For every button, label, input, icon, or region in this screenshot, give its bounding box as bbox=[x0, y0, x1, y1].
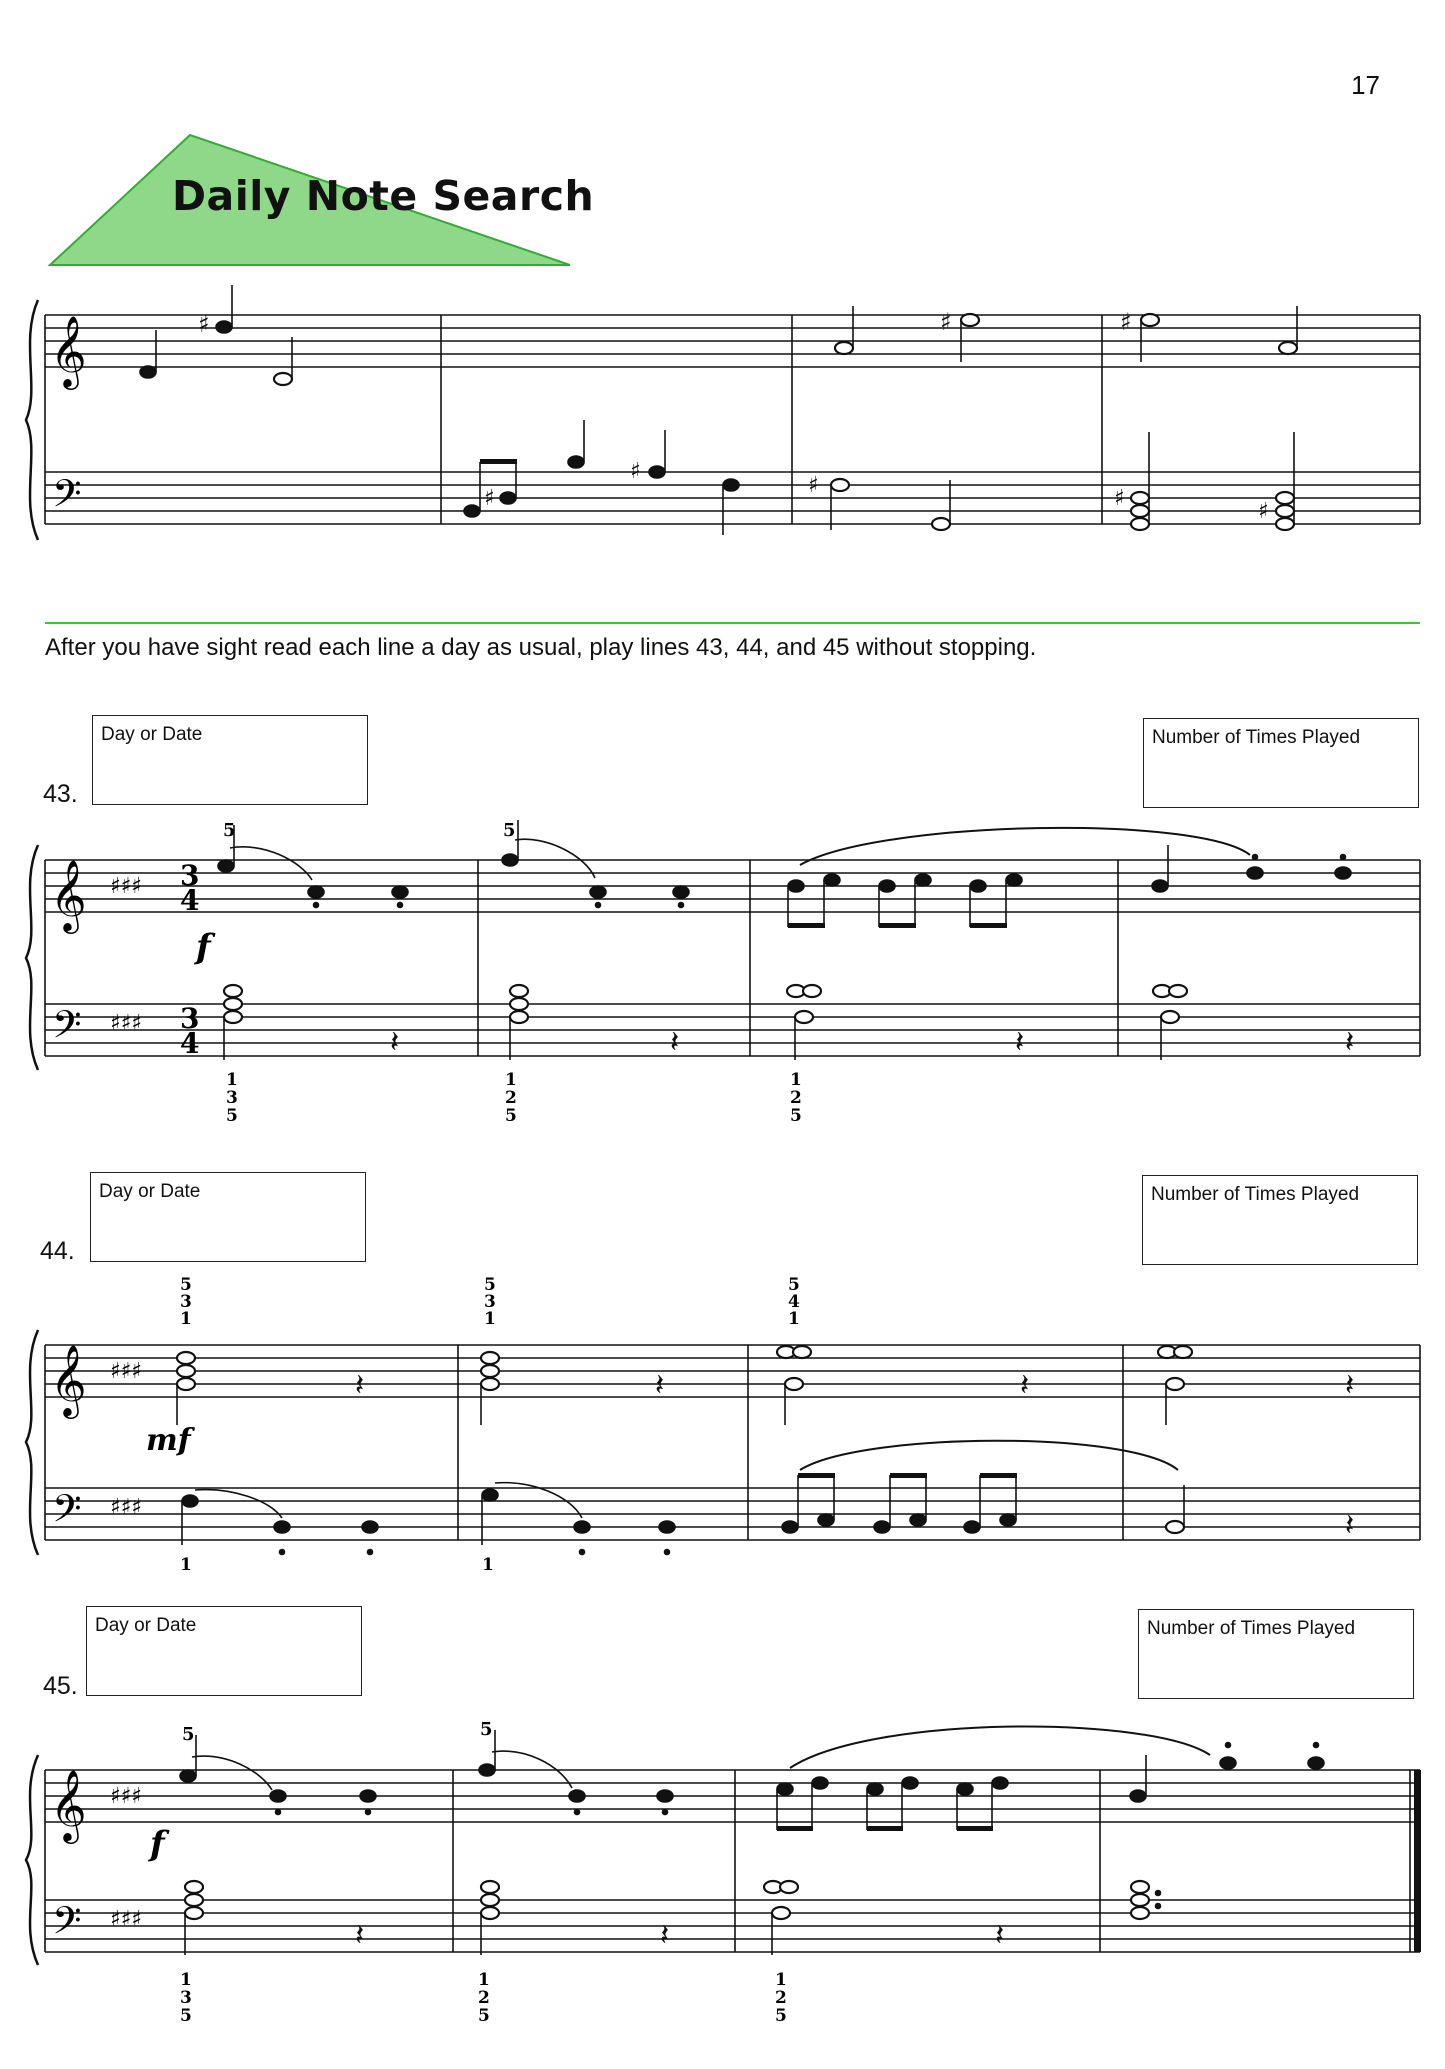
fingering: 2 bbox=[505, 1088, 517, 1108]
bass-clef: 𝄢 bbox=[52, 471, 82, 525]
svg-text:𝄽: 𝄽 bbox=[995, 1918, 1005, 1953]
fingering: 3 bbox=[484, 1292, 496, 1312]
day-or-date-label: Day or Date bbox=[99, 1181, 201, 1202]
fingering: 5 bbox=[790, 1106, 802, 1126]
fingering: 5 bbox=[480, 1719, 493, 1740]
bass-clef: 𝄢 bbox=[52, 1486, 82, 1540]
fingering: 2 bbox=[775, 1988, 787, 2008]
time-signature-bottom: 4 bbox=[180, 1027, 200, 1060]
fingering: 5 bbox=[775, 2006, 787, 2026]
svg-text:𝄽: 𝄽 bbox=[670, 1025, 680, 1060]
time-signature-bottom: 4 bbox=[180, 884, 200, 917]
svg-text:♯: ♯ bbox=[1120, 308, 1132, 336]
fingering: 5 bbox=[226, 1106, 238, 1126]
times-played-box[interactable] bbox=[1138, 1609, 1414, 1699]
bass-clef: 𝄢 bbox=[52, 1002, 82, 1056]
day-or-date-box[interactable] bbox=[90, 1172, 366, 1262]
key-signature: ♯♯♯ bbox=[110, 1907, 142, 1932]
instruction-text: After you have sight read each line a day as usual, play lines 43, 44, and 45 without stopping. bbox=[45, 634, 1037, 661]
bass-clef: 𝄢 bbox=[52, 1898, 82, 1952]
exercise-number: 45. bbox=[43, 1672, 78, 1700]
treble-clef: 𝄞 bbox=[50, 1343, 87, 1416]
day-or-date-box[interactable] bbox=[86, 1606, 362, 1696]
fingering: 5 bbox=[180, 1275, 192, 1295]
day-or-date-label: Day or Date bbox=[95, 1615, 197, 1636]
svg-text:𝄽: 𝄽 bbox=[1345, 1368, 1355, 1403]
fingering: 5 bbox=[223, 820, 236, 841]
svg-text:♯: ♯ bbox=[1114, 486, 1125, 511]
fingering: 5 bbox=[788, 1275, 800, 1295]
dynamic-marking: mf bbox=[146, 1423, 191, 1458]
fingering: 3 bbox=[226, 1088, 238, 1108]
fingering: 5 bbox=[505, 1106, 517, 1126]
fingering: 5 bbox=[180, 2006, 192, 2026]
exercise-44-system bbox=[0, 1270, 1445, 1580]
times-played-box[interactable] bbox=[1143, 718, 1419, 808]
svg-text:𝄽: 𝄽 bbox=[655, 1368, 665, 1403]
treble-clef: 𝄞 bbox=[50, 314, 87, 387]
section-divider bbox=[45, 622, 1420, 624]
exercise-number: 44. bbox=[40, 1237, 75, 1265]
times-played-box[interactable] bbox=[1142, 1175, 1418, 1265]
fingering: 3 bbox=[180, 1292, 192, 1312]
fingering: 1 bbox=[790, 1070, 802, 1090]
svg-text:♯: ♯ bbox=[198, 310, 210, 338]
day-or-date-label: Day or Date bbox=[101, 724, 203, 745]
brace bbox=[26, 845, 38, 1070]
fingering: 1 bbox=[226, 1070, 238, 1090]
key-signature: ♯♯♯ bbox=[110, 1784, 142, 1809]
fingering: 1 bbox=[180, 1555, 192, 1575]
time-signature-top: 3 bbox=[180, 859, 200, 892]
exercise-number: 43. bbox=[43, 780, 78, 808]
final-barline bbox=[1414, 1770, 1421, 1952]
fingering: 5 bbox=[503, 820, 516, 841]
times-played-label: Number of Times Played bbox=[1152, 727, 1361, 748]
time-signature-top: 3 bbox=[180, 1002, 200, 1035]
svg-text:𝄽: 𝄽 bbox=[1020, 1368, 1030, 1403]
fingering: 4 bbox=[788, 1292, 800, 1312]
svg-text:♯: ♯ bbox=[630, 459, 641, 484]
fingering: 1 bbox=[484, 1309, 496, 1329]
treble-clef: 𝄞 bbox=[50, 858, 87, 931]
svg-text:𝄽: 𝄽 bbox=[1015, 1025, 1025, 1060]
fingering: 1 bbox=[505, 1070, 517, 1090]
brace bbox=[26, 300, 38, 540]
svg-text:𝄽: 𝄽 bbox=[1345, 1025, 1355, 1060]
page-title: Daily Note Search bbox=[172, 172, 595, 220]
brace bbox=[26, 1330, 38, 1555]
key-signature: ♯♯♯ bbox=[110, 1011, 142, 1036]
brace bbox=[26, 1755, 38, 1965]
svg-text:𝄽: 𝄽 bbox=[390, 1025, 400, 1060]
fingering: 1 bbox=[180, 1970, 192, 1990]
fingering: 1 bbox=[478, 1970, 490, 1990]
key-signature: ♯♯♯ bbox=[110, 1495, 142, 1520]
fingering: 1 bbox=[180, 1309, 192, 1329]
svg-text:♯: ♯ bbox=[808, 473, 819, 498]
svg-text:♯: ♯ bbox=[1258, 499, 1269, 524]
exercise-45-system bbox=[0, 1705, 1445, 2045]
dynamic-marking: f bbox=[196, 927, 211, 967]
fingering: 2 bbox=[478, 1988, 490, 2008]
fingering: 1 bbox=[482, 1555, 494, 1575]
fingering: 5 bbox=[182, 1724, 195, 1745]
page-number: 17 bbox=[1351, 70, 1380, 100]
svg-text:♯: ♯ bbox=[940, 308, 952, 336]
key-signature: ♯♯♯ bbox=[110, 1359, 142, 1384]
dynamic-marking: f bbox=[150, 1824, 165, 1864]
fingering: 5 bbox=[478, 2006, 490, 2026]
fingering: 5 bbox=[484, 1275, 496, 1295]
svg-text:𝄽: 𝄽 bbox=[1345, 1508, 1355, 1543]
times-played-label: Number of Times Played bbox=[1151, 1184, 1360, 1205]
key-signature: ♯♯♯ bbox=[110, 874, 142, 899]
exercise-43-system bbox=[0, 820, 1445, 1130]
svg-text:𝄽: 𝄽 bbox=[355, 1918, 365, 1953]
svg-text:𝄽: 𝄽 bbox=[660, 1918, 670, 1953]
svg-text:𝄽: 𝄽 bbox=[355, 1368, 365, 1403]
day-or-date-box[interactable] bbox=[92, 715, 368, 805]
times-played-label: Number of Times Played bbox=[1147, 1618, 1356, 1639]
note-search-system bbox=[0, 285, 1445, 545]
treble-clef: 𝄞 bbox=[50, 1768, 87, 1841]
fingering: 2 bbox=[790, 1088, 802, 1108]
svg-text:♯: ♯ bbox=[484, 486, 495, 511]
fingering: 1 bbox=[788, 1309, 800, 1329]
fingering: 1 bbox=[775, 1970, 787, 1990]
fingering: 3 bbox=[180, 1988, 192, 2008]
